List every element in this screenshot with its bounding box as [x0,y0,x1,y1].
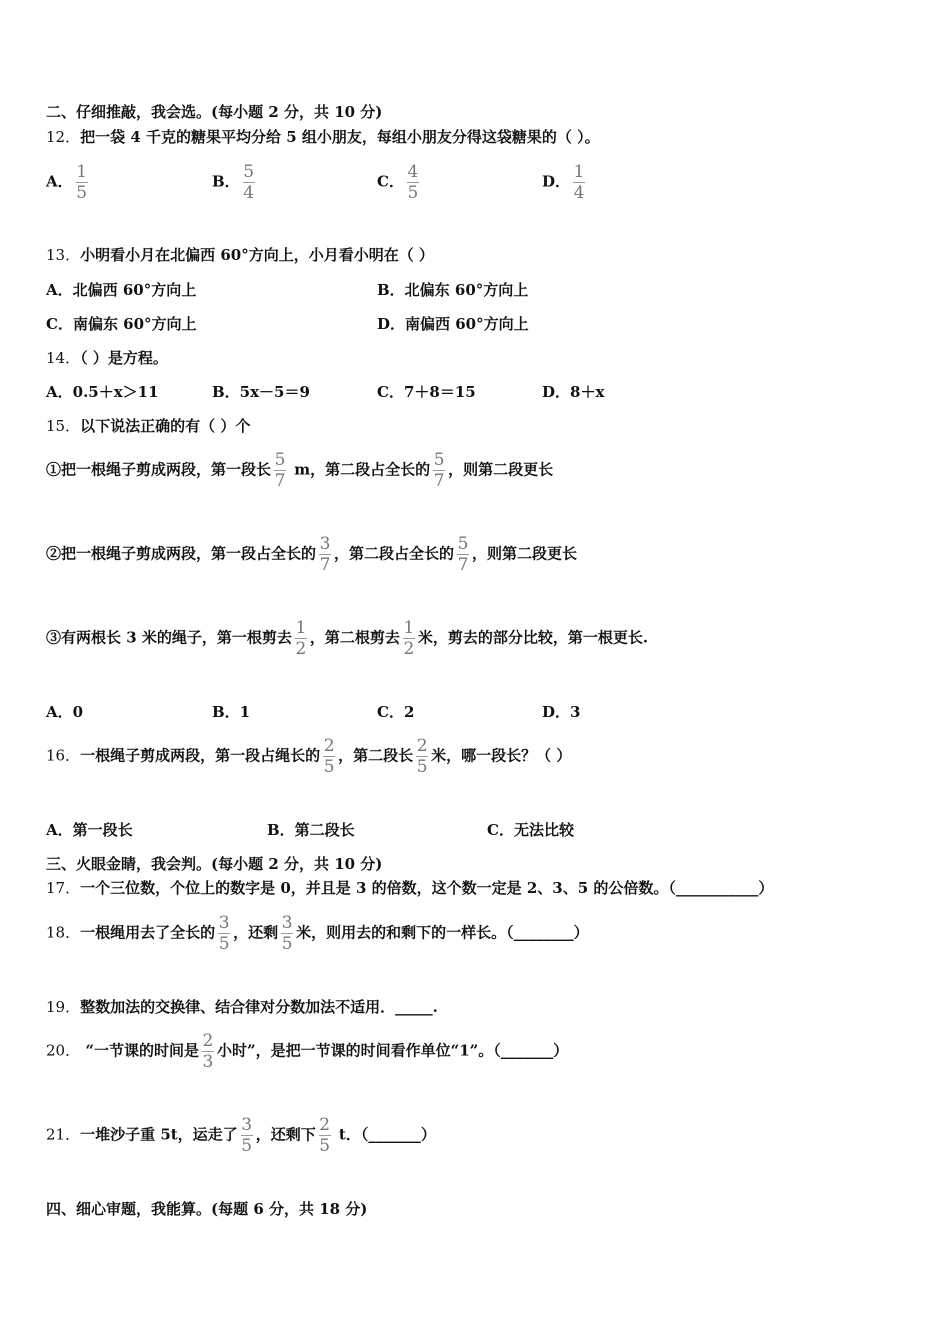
option-label: D． [542,172,571,191]
question-number: 14． [46,349,81,367]
q14-option-b[interactable]: B．5x－5＝9 [212,383,310,401]
fraction: $\frac{2}{5}$ [323,736,335,777]
question-number: 18． [46,923,81,942]
question-12 [46,127,600,147]
q12-option-d[interactable] [542,162,588,203]
question-number: 13． [46,246,81,264]
question-text: （ ）是方程。 [80,349,168,367]
q15-statement-1: ①把一根绳子剪成两段，第一段长 $\frac{5}{7}$ m，第二段占全长的 $\frac{5}{7}$ ，则第二段更长 [46,450,554,491]
question-text: 整数加法的交换律、结合律对分数加法不适用．_____. [80,998,438,1016]
option-label: A． [46,172,73,191]
q13-option-c[interactable]: C．南偏东 60°方向上 [46,315,197,333]
question-number: 20． [46,1041,81,1060]
option-label: C． [377,172,404,191]
fraction: $\frac{1}{2}$ [403,618,415,659]
question-number: 16． [46,746,81,765]
fraction: $\frac{5}{7}$ [274,450,286,491]
fraction: $\frac{3}{5}$ [281,913,293,954]
fraction: $\frac{4}{5}$ [407,162,419,203]
section-3-title: 三、火眼金睛，我会判。(每小题 2 分，共 10 分) [46,855,383,873]
q12-option-b[interactable] [212,162,258,203]
question-text: 把一袋 4 千克的糖果平均分给 5 组小朋友，每组小朋友分得这袋糖果的（ ）。 [80,128,600,146]
q14-option-d[interactable]: D．8＋x [542,383,605,401]
fraction: $\frac{2}{3}$ [202,1031,214,1072]
q16-option-c[interactable]: C．无法比较 [487,821,574,839]
q15-option-c[interactable]: C．2 [377,703,415,721]
option-label: B． [212,172,240,191]
q16-option-b[interactable]: B．第二段长 [267,821,355,839]
q12-option-a[interactable] [46,162,91,203]
fraction: $\frac{1}{5}$ [76,162,88,203]
question-17 [46,878,773,898]
question-20: 20． “一节课的时间是 $\frac{2}{3}$ 小时”，是把一节课的时间看作单位“1”。（_______） [46,1031,569,1072]
question-15 [46,416,250,436]
question-14 [46,348,168,368]
q13-option-d[interactable]: D．南偏西 60°方向上 [377,315,529,333]
question-18: 18．一根绳用去了全长的 $\frac{3}{5}$ ，还剩 $\frac{3}{5}$ 米，则用去的和剩下的一样长。（________） [46,913,589,954]
fraction: $\frac{5}{4}$ [243,162,255,203]
section-4-title: 四、细心审题，我能算。(每题 6 分，共 18 分) [46,1200,368,1218]
question-16: 16．一根绳子剪成两段，第一段占绳长的 $\frac{2}{5}$ ，第二段长 $\frac{2}{5}$ 米，哪一段长？（ ） [46,736,572,777]
section-2-title: 二、仔细推敲，我会选。(每小题 2 分，共 10 分) [46,103,383,121]
q15-statement-2: ②把一根绳子剪成两段，第一段占全长的 $\frac{3}{7}$ ，第二段占全长的 $\frac{5}{7}$ ，则第二段更长 [46,534,578,575]
question-13 [46,245,434,265]
question-21: 21．一堆沙子重 5t，运走了 $\frac{3}{5}$ ，还剩下 $\frac{2}{5}$ t．（_______） [46,1115,436,1156]
fraction: $\frac{3}{7}$ [319,534,331,575]
q15-option-a[interactable]: A．0 [46,703,84,721]
fraction: $\frac{5}{7}$ [457,534,469,575]
fraction: $\frac{1}{2}$ [295,618,307,659]
q13-option-a[interactable]: A．北偏西 60°方向上 [46,281,197,299]
question-number: 12． [46,128,81,146]
q14-option-c[interactable]: C．7＋8＝15 [377,383,476,401]
fraction: $\frac{2}{5}$ [416,736,428,777]
question-text: 以下说法正确的有（ ）个 [80,417,251,435]
question-text: 小明看小月在北偏西 60°方向上，小月看小明在（ ） [80,246,434,264]
question-number: 21． [46,1125,81,1144]
question-19 [46,997,438,1017]
q16-option-a[interactable]: A．第一段长 [46,821,133,839]
fraction: $\frac{1}{4}$ [573,162,585,203]
q12-option-c[interactable] [377,162,422,203]
question-number: 17． [46,879,81,897]
q15-option-d[interactable]: D．3 [542,703,581,721]
question-text: 一个三位数，个位上的数字是 0，并且是 3 的倍数，这个数一定是 2、3、5 的公倍数。（___________） [80,879,774,897]
q14-option-a[interactable]: A．0.5＋x＞11 [46,383,159,401]
q13-option-b[interactable]: B．北偏东 60°方向上 [377,281,529,299]
fraction: $\frac{5}{7}$ [433,450,445,491]
question-number: 19． [46,998,81,1016]
fraction: $\frac{3}{5}$ [241,1115,253,1156]
q15-statement-3: ③有两根长 3 米的绳子，第一根剪去 $\frac{1}{2}$ ，第二根剪去 $\frac{1}{2}$ 米，剪去的部分比较，第一根更长. [46,618,649,659]
fraction: $\frac{2}{5}$ [319,1115,331,1156]
question-number: 15． [46,417,81,435]
fraction: $\frac{3}{5}$ [218,913,230,954]
q15-option-b[interactable]: B．1 [212,703,251,721]
